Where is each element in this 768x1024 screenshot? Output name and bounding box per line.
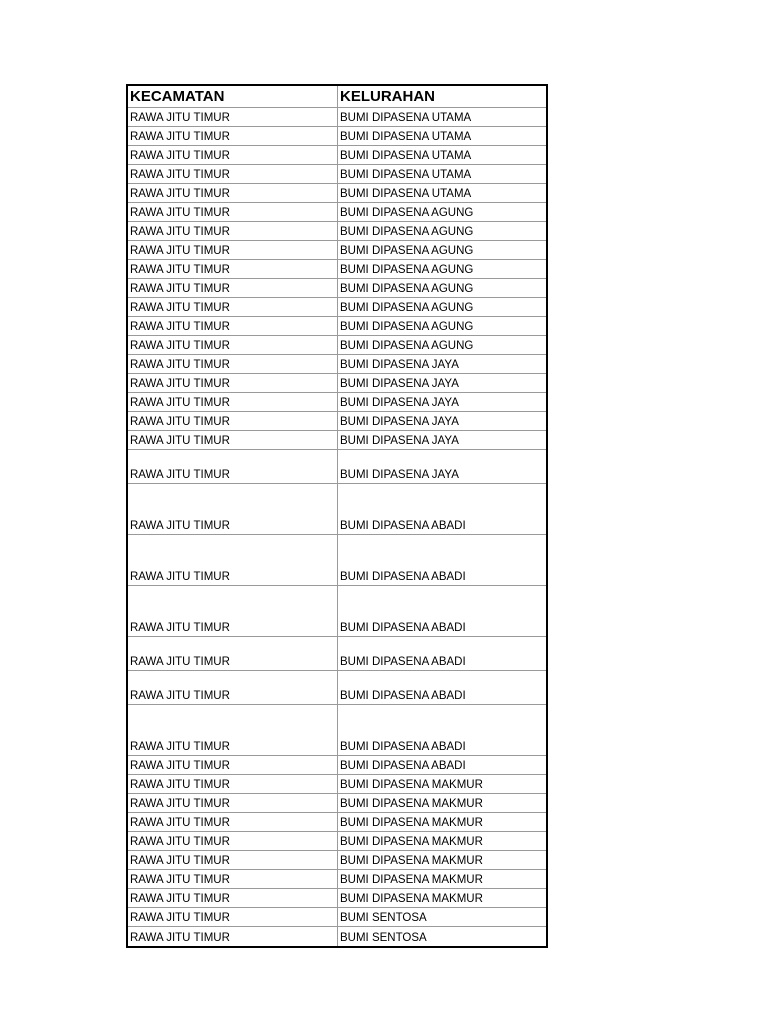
table-row — [128, 279, 546, 298]
table-row — [128, 586, 546, 637]
cell-kecamatan: RAWA JITU TIMUR — [128, 756, 338, 774]
cell-kecamatan: RAWA JITU TIMUR — [128, 298, 338, 316]
table-row — [128, 431, 546, 450]
cell-kelurahan: BUMI DIPASENA ABADI — [340, 760, 466, 772]
cell-kelurahan: BUMI DIPASENA AGUNG — [340, 264, 474, 276]
table-row — [128, 705, 546, 756]
cell-kelurahan: BUMI DIPASENA UTAMA — [340, 169, 472, 181]
cell-kelurahan: BUMI DIPASENA AGUNG — [340, 283, 474, 295]
cell-kelurahan: BUMI DIPASENA AGUNG — [340, 302, 474, 314]
cell-kecamatan: RAWA JITU TIMUR — [128, 431, 338, 449]
cell-kelurahan: BUMI DIPASENA UTAMA — [340, 112, 472, 124]
cell-kelurahan: BUMI DIPASENA AGUNG — [340, 245, 474, 257]
cell-kecamatan: RAWA JITU TIMUR — [128, 165, 338, 183]
table-row — [128, 535, 546, 586]
cell-kecamatan: RAWA JITU TIMUR — [128, 671, 338, 704]
table-row — [128, 412, 546, 431]
table-row — [128, 671, 546, 705]
cell-kelurahan: BUMI DIPASENA UTAMA — [340, 131, 472, 143]
table-row — [128, 393, 546, 412]
cell-kelurahan: BUMI DIPASENA MAKMUR — [340, 817, 483, 829]
cell-kelurahan: BUMI DIPASENA ABADI — [340, 690, 466, 702]
cell-kecamatan: RAWA JITU TIMUR — [128, 203, 338, 221]
cell-kelurahan: BUMI DIPASENA AGUNG — [340, 340, 474, 352]
table-row — [128, 813, 546, 832]
table-row — [128, 317, 546, 336]
cell-kelurahan: BUMI DIPASENA ABADI — [340, 520, 466, 532]
cell-kecamatan: RAWA JITU TIMUR — [128, 889, 338, 907]
cell-kelurahan: BUMI DIPASENA ABADI — [340, 656, 466, 668]
cell-kecamatan: RAWA JITU TIMUR — [128, 586, 338, 636]
table-row — [128, 450, 546, 484]
cell-kelurahan: BUMI DIPASENA JAYA — [340, 416, 459, 428]
cell-kelurahan: BUMI DIPASENA AGUNG — [340, 321, 474, 333]
cell-kelurahan: BUMI DIPASENA JAYA — [340, 435, 459, 447]
table-row — [128, 908, 546, 927]
table-row — [128, 927, 546, 946]
table-row — [128, 336, 546, 355]
cell-kecamatan: RAWA JITU TIMUR — [128, 794, 338, 812]
cell-kecamatan: RAWA JITU TIMUR — [128, 260, 338, 278]
cell-kecamatan: RAWA JITU TIMUR — [128, 450, 338, 483]
cell-kecamatan: RAWA JITU TIMUR — [128, 317, 338, 335]
cell-kelurahan: BUMI DIPASENA ABADI — [340, 571, 466, 583]
cell-kecamatan: RAWA JITU TIMUR — [128, 127, 338, 145]
cell-kecamatan: RAWA JITU TIMUR — [128, 775, 338, 793]
table-row — [128, 355, 546, 374]
table-row — [128, 165, 546, 184]
spreadsheet-table — [126, 84, 548, 948]
table-row — [128, 241, 546, 260]
table-row — [128, 203, 546, 222]
column-header-kelurahan: KELURAHAN — [340, 88, 435, 105]
cell-kelurahan: BUMI DIPASENA JAYA — [340, 359, 459, 371]
cell-kecamatan: RAWA JITU TIMUR — [128, 705, 338, 755]
table-row — [128, 637, 546, 671]
cell-kelurahan: BUMI DIPASENA AGUNG — [340, 207, 474, 219]
cell-kelurahan: BUMI DIPASENA MAKMUR — [340, 836, 483, 848]
cell-kecamatan: RAWA JITU TIMUR — [128, 222, 338, 240]
table-row — [128, 889, 546, 908]
table-row — [128, 870, 546, 889]
cell-kecamatan: RAWA JITU TIMUR — [128, 393, 338, 411]
cell-kecamatan: RAWA JITU TIMUR — [128, 412, 338, 430]
table-header-row — [128, 86, 546, 108]
table-row — [128, 222, 546, 241]
cell-kelurahan: BUMI SENTOSA — [340, 932, 427, 944]
table-row — [128, 484, 546, 535]
cell-kecamatan: RAWA JITU TIMUR — [128, 851, 338, 869]
cell-kelurahan: BUMI DIPASENA MAKMUR — [340, 893, 483, 905]
cell-kecamatan: RAWA JITU TIMUR — [128, 484, 338, 534]
cell-kecamatan: RAWA JITU TIMUR — [128, 535, 338, 585]
cell-kelurahan: BUMI SENTOSA — [340, 912, 427, 924]
table-row — [128, 832, 546, 851]
cell-kecamatan: RAWA JITU TIMUR — [128, 108, 338, 126]
column-header-kecamatan: KECAMATAN — [128, 86, 338, 107]
cell-kecamatan: RAWA JITU TIMUR — [128, 927, 338, 946]
cell-kelurahan: BUMI DIPASENA UTAMA — [340, 188, 472, 200]
cell-kecamatan: RAWA JITU TIMUR — [128, 279, 338, 297]
cell-kelurahan: BUMI DIPASENA JAYA — [340, 469, 459, 481]
cell-kecamatan: RAWA JITU TIMUR — [128, 146, 338, 164]
cell-kelurahan: BUMI DIPASENA MAKMUR — [340, 855, 483, 867]
cell-kecamatan: RAWA JITU TIMUR — [128, 355, 338, 373]
cell-kelurahan: BUMI DIPASENA UTAMA — [340, 150, 472, 162]
table-row — [128, 756, 546, 775]
cell-kelurahan: BUMI DIPASENA ABADI — [340, 622, 466, 634]
cell-kelurahan: BUMI DIPASENA MAKMUR — [340, 874, 483, 886]
cell-kecamatan: RAWA JITU TIMUR — [128, 908, 338, 926]
table-row — [128, 146, 546, 165]
cell-kelurahan: BUMI DIPASENA JAYA — [340, 397, 459, 409]
cell-kecamatan: RAWA JITU TIMUR — [128, 241, 338, 259]
cell-kelurahan: BUMI DIPASENA MAKMUR — [340, 779, 483, 791]
table-row — [128, 127, 546, 146]
table-row — [128, 775, 546, 794]
cell-kecamatan: RAWA JITU TIMUR — [128, 374, 338, 392]
cell-kecamatan: RAWA JITU TIMUR — [128, 184, 338, 202]
cell-kecamatan: RAWA JITU TIMUR — [128, 637, 338, 670]
cell-kelurahan: BUMI DIPASENA AGUNG — [340, 226, 474, 238]
table-row — [128, 184, 546, 203]
cell-kecamatan: RAWA JITU TIMUR — [128, 336, 338, 354]
cell-kelurahan: BUMI DIPASENA MAKMUR — [340, 798, 483, 810]
table-row — [128, 794, 546, 813]
table-row — [128, 108, 546, 127]
cell-kecamatan: RAWA JITU TIMUR — [128, 832, 338, 850]
cell-kelurahan: BUMI DIPASENA ABADI — [340, 741, 466, 753]
table-row — [128, 298, 546, 317]
cell-kecamatan: RAWA JITU TIMUR — [128, 870, 338, 888]
table-row — [128, 260, 546, 279]
table-row — [128, 374, 546, 393]
table-body — [128, 108, 546, 946]
cell-kelurahan: BUMI DIPASENA JAYA — [340, 378, 459, 390]
table-row — [128, 851, 546, 870]
cell-kecamatan: RAWA JITU TIMUR — [128, 813, 338, 831]
